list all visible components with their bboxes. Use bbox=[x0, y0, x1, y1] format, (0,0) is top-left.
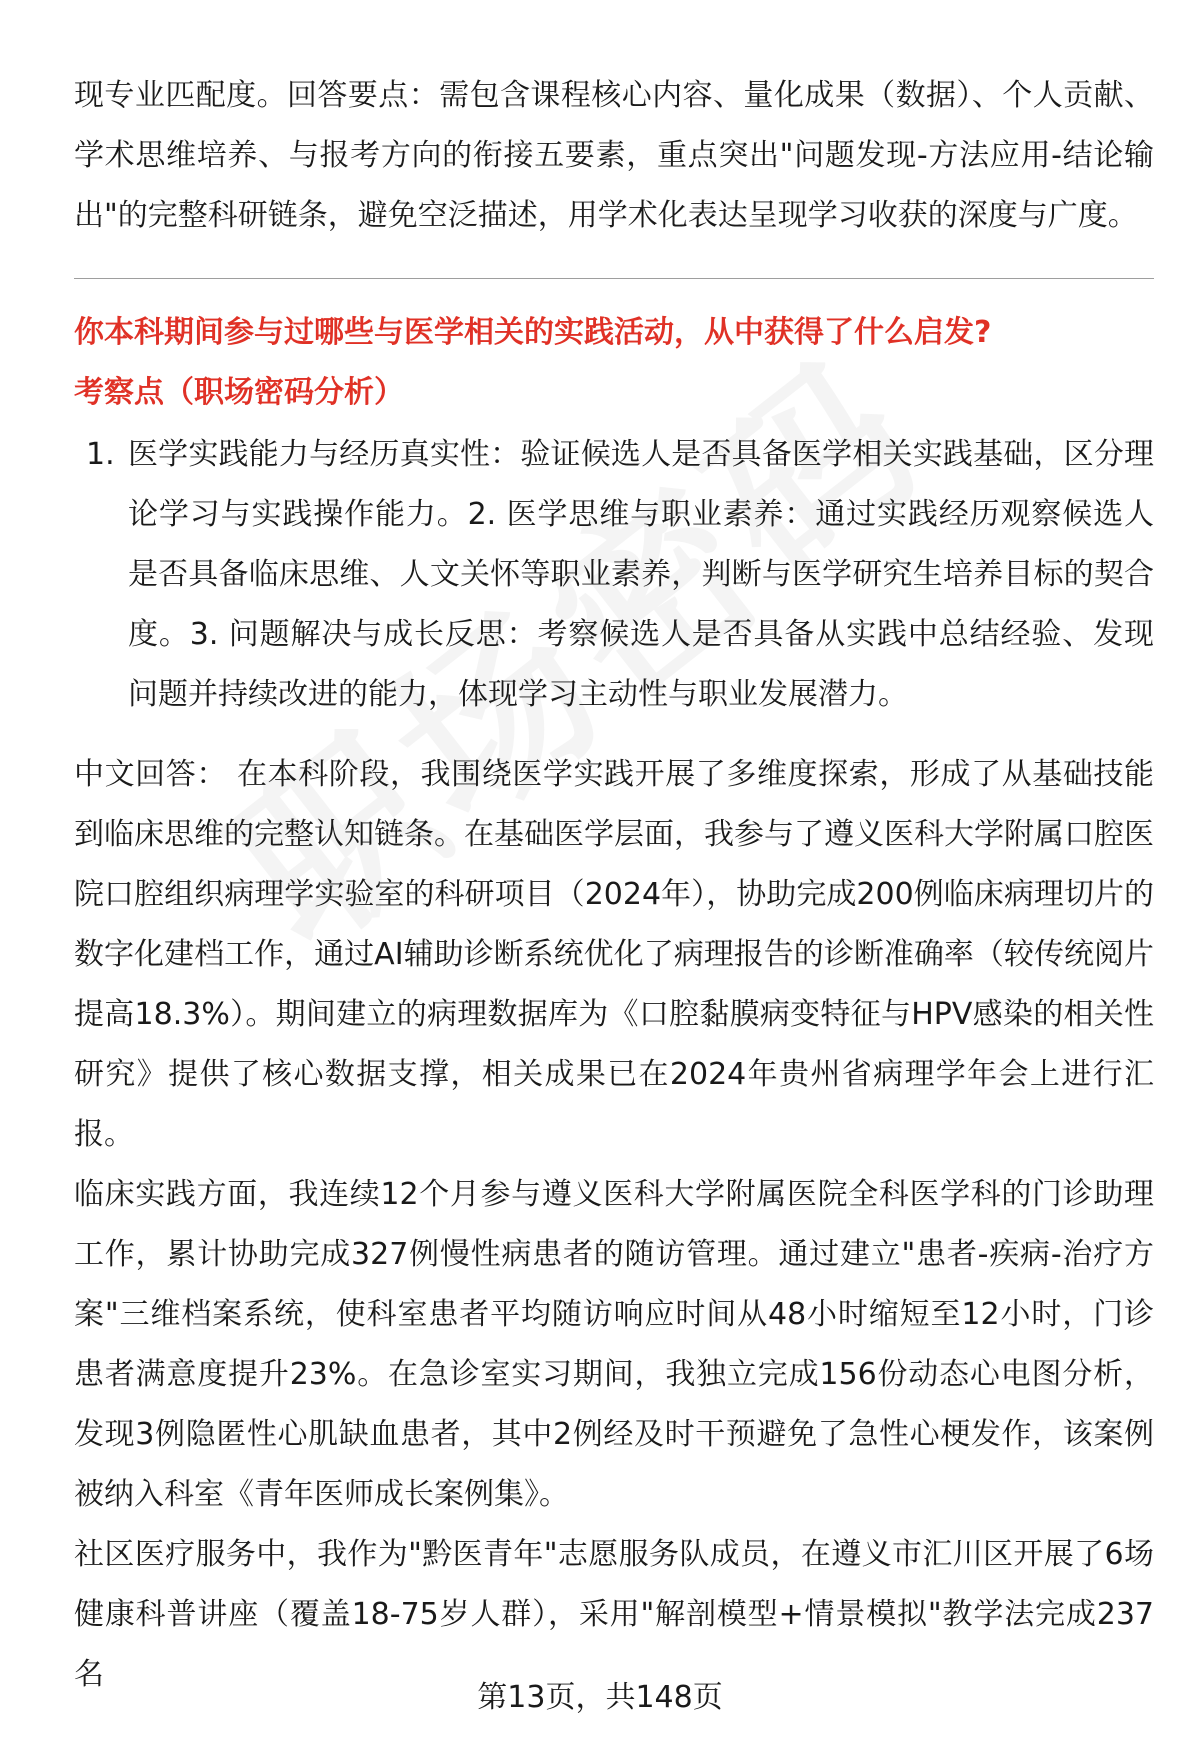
answer-paragraph-1: 中文回答： 在本科阶段，我围绕医学实践开展了多维度探索，形成了从基础技能到临床思维的完整认知链条。在基础医学层面，我参与了遵义医科大学附属口腔医院口腔组织病理学实验室的科研项目（2024年），协助完成200例临床病理切片的数字化建档工作，通过AI辅助诊断系统优化了病理报告的诊断准确率（较传统阅片提高18.3%）。期间建立的病理数据库为《口腔黏膜病变特征与HPV感染的相关性研究》提供了核心数据支撑，相关成果已在2024年贵州省病理学年会上进行汇报。 bbox=[74, 757, 1154, 1152]
assessment-points-title: 考察点（职场密码分析） bbox=[74, 375, 404, 410]
answer-paragraph-3: 社区医疗服务中，我作为"黔医青年"志愿服务队成员，在遵义市汇川区开展了6场健康科普讲座（覆盖18-75岁人群），采用"解剖模型+情景模拟"教学法完成237名 bbox=[74, 1537, 1154, 1692]
section-divider bbox=[74, 278, 1154, 279]
page-number: 第13页，共148页 bbox=[477, 1680, 723, 1715]
answer-paragraph-2: 临床实践方面，我连续12个月参与遵义医科大学附属医院全科医学科的门诊助理工作，累计协助完成327例慢性病患者的随访管理。通过建立"患者-疾病-治疗方案"三维档案系统，使科室患者平均随访响应时间从48小时缩短至12小时，门诊患者满意度提升23%。在急诊室实习期间，我独立完成156份动态心电图分析，发现3例隐匿性心肌缺血患者，其中2例经及时干预避免了急性心梗发作，该案例被纳入科室《青年医师成长案例集》。 bbox=[74, 1177, 1154, 1512]
answer-section bbox=[74, 745, 1154, 1705]
assessment-points-list bbox=[74, 425, 1154, 725]
assessment-point-text: 医学实践能力与经历真实性：验证候选人是否具备医学相关实践基础，区分理论学习与实践操作能力。2. 医学思维与职业素养：通过实践经历观察候选人是否具备临床思维、人文关怀等职业素养，判断与医学研究生培养目标的契合度。3. 问题解决与成长反思：考察候选人是否具备从实践中总结经验、发现问题并持续改进的能力，体现学习主动性与职业发展潜力。 bbox=[128, 437, 1154, 712]
intro-paragraph: 现专业匹配度。回答要点：需包含课程核心内容、量化成果（数据）、个人贡献、学术思维培养、与报考方向的衔接五要素，重点突出"问题发现-方法应用-结论输出"的完整科研链条，避免空泛描述，用学术化表达呈现学习收获的深度与广度。 bbox=[74, 78, 1154, 233]
question-heading: 你本科期间参与过哪些与医学相关的实践活动，从中获得了什么启发? bbox=[74, 315, 992, 350]
list-number: 1. bbox=[86, 437, 115, 472]
page-content bbox=[74, 66, 1154, 1705]
assessment-point bbox=[74, 425, 1154, 725]
